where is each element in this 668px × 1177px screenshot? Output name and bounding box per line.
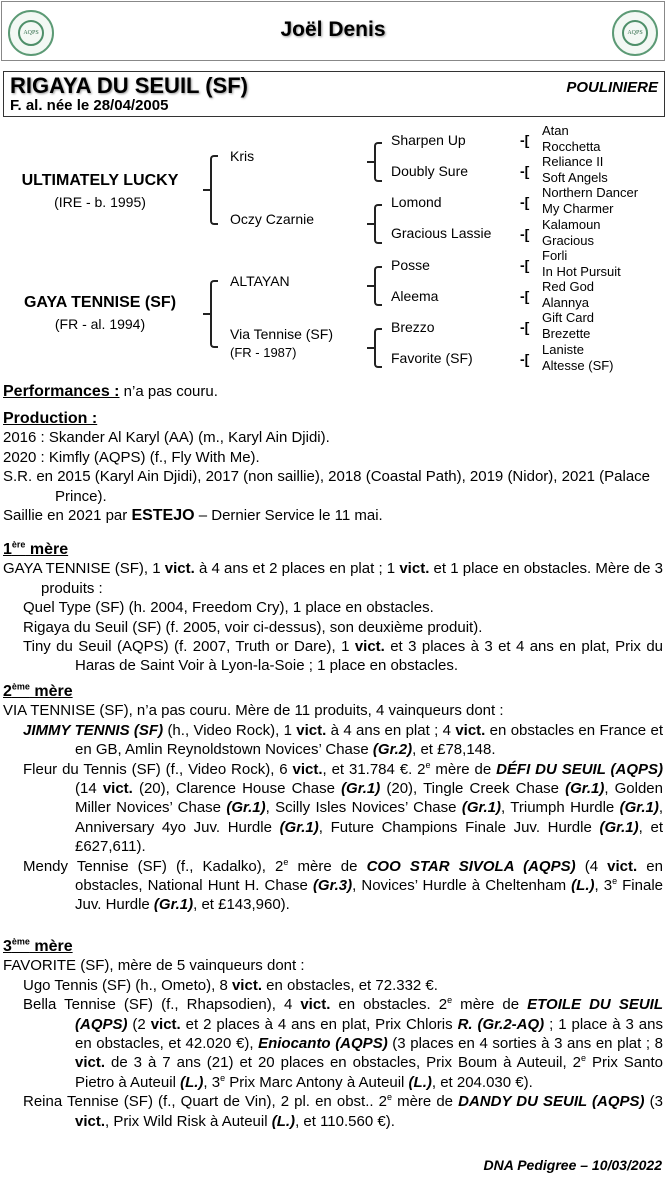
sire-info: (IRE - b. 1995) [54,194,146,210]
small-bracket-icon: -[ [520,257,530,273]
small-bracket-icon: -[ [520,319,530,335]
performances-text: n’a pas couru. [119,383,218,400]
dam-info: (FR - al. 1994) [54,316,146,332]
gen4-name: Northern Dancer [542,185,639,200]
performances-section [3,382,663,401]
gen4-name: My Charmer [542,201,614,216]
production-title: Production : [3,410,98,427]
gen2-name: Via Tennise (SF) [230,326,333,342]
bracket [210,155,218,225]
gen4-name: Kalamoun [542,217,601,232]
small-bracket-icon: -[ [520,132,530,148]
gen4-name: Red God [542,279,595,294]
bracket [210,280,218,348]
small-bracket-icon: -[ [520,226,530,242]
third-dam-title: 3ème mère [3,936,73,955]
produce-entry: Fleur du Tennis (SF) (f., Video Rock), 6 vict., et 31.784 €. 2e mère de DÉFI DU SEUIL (AQPS) (14 vict. (20), Clarence House Chase (Gr.1) (20), Tingle Creek Chase (Gr.1), Golden Miller Novices’ Chase (Gr.1), Scilly Isles Novices’ Chase (Gr.1), Triumph Hurdle (Gr.1), Anniversary 4yo Juv. Hurdle (Gr.1), Future Champions Finale Juv. Hurdle (Gr.1), et £627,611). [23,759,663,856]
small-bracket-icon: -[ [520,194,530,210]
produce-entry: Ugo Tennis (SF) (h., Ometo), 8 vict. en obstacles, et 72.332 €. [23,976,438,994]
bracket [374,328,382,368]
sire-name: ULTIMATELY LUCKY [21,172,179,189]
pedigree-chart [0,120,668,380]
gen3-name: Brezzo [391,319,435,335]
gen4-name: Atan [542,123,569,138]
produce-entry: Rigaya du Seuil (SF) (f. 2005, voir ci-dessus), son deuxième produit). [23,618,483,636]
gen3-name: Doubly Sure [391,163,469,179]
bracket-tick [367,161,375,163]
gen3-name: Lomond [391,194,442,210]
production-line: S.R. en 2015 (Karyl Ain Djidi), 2017 (non saillie), 2018 (Coastal Path), 2019 (Nidor), 2021 (Palace Prince). [3,468,651,505]
first-dam-title: 1ère mère [3,539,69,558]
bracket-tick [203,313,211,315]
logo-text: AQPS [622,20,648,46]
gen2-name: Oczy Czarnie [230,211,315,227]
gen4-name: Altesse (SF) [542,358,614,373]
gen4-name: In Hot Pursuit [542,264,621,279]
production-line: 2016 : Skander Al Karyl (AA) (m., Karyl Ain Djidi). [3,429,330,447]
produce-entry: Quel Type (SF) (h. 2004, Freedom Cry), 1 place en obstacles. [23,599,434,617]
production-line: 2020 : Kimfly (AQPS) (f., Fly With Me). [3,448,260,466]
gen4-name: Brezette [542,326,591,341]
horse-birth: F. al. née le 28/04/2005 [10,97,169,114]
bracket-tick [367,285,375,287]
footer-credit: DNA Pedigree – 10/03/2022 [483,1157,662,1173]
header-banner [1,1,665,61]
horse-name: RIGAYA DU SEUIL (SF) [10,73,248,98]
dam-name: GAYA TENNISE (SF) [23,294,177,311]
produce-entry: JIMMY TENNIS (SF) (h., Video Rock), 1 vict. à 4 ans en plat ; 4 vict. en obstacles en France et en GB, Amlin Reynoldstown Novices’ Chase (Gr.2), et £78,148. [23,721,663,759]
second-dam-summary: VIA TENNISE (SF), n’a pas couru. Mère de 11 produits, 4 vainqueurs dont : [3,702,504,720]
gen4-name: Rocchetta [542,139,601,154]
third-dam-section [3,937,663,1131]
second-dam-section [3,682,663,915]
bracket-tick [367,347,375,349]
bracket-tick [203,189,211,191]
logo-text: AQPS [18,20,44,46]
owner-name: Joël Denis [280,18,386,41]
bracket [374,204,382,244]
gen4-name: Gracious [542,233,595,248]
gen4-name: Forli [542,248,568,263]
production-section [3,409,663,525]
gen4-name: Alannya [542,295,589,310]
gen4-name: Soft Angels [542,170,608,185]
performances-title: Performances : [3,383,120,400]
gen3-name: Aleema [391,288,439,304]
third-dam-summary: FAVORITE (SF), mère de 5 vainqueurs dont : [3,957,305,975]
small-bracket-icon: -[ [520,351,530,367]
produce-entry: Mendy Tennise (SF) (f., Kadalko), 2e mère de COO STAR SIVOLA (AQPS) (4 vict. en obstacles, National Hunt H. Chase (Gr.3), Novices’ Hurdle à Cheltenham (L.), 3e Finale Juv. Hurdle (Gr.1), et £143,960). [23,856,663,914]
small-bracket-icon: -[ [520,163,530,179]
saillie-suffix: – Dernier Service le 11 mai. [194,507,383,525]
saillie-prefix: Saillie en 2021 par [3,507,132,525]
first-dam-section [3,540,663,676]
small-bracket-icon: -[ [520,288,530,304]
produce-entry: Bella Tennise (SF) (f., Rhapsodien), 4 vict. en obstacles. 2e mère de ETOILE DU SEUIL (AQPS) (2 vict. et 2 places à 4 ans en plat, Prix Chloris R. (Gr.2-AQ) ; 1 place à 3 ans en obstacles, et 42.020 €), Eniocanto (AQPS) (3 places en 4 sorties à 3 ans en plat ; 8 vict. de 3 à 7 ans (21) et 20 places en obstacles, Prix Boum à Auteuil, 2e Prix Santo Pietro à Auteuil (L.), 3e Prix Marc Antony à Auteuil (L.), et 204.030 €). [23,995,663,1091]
produce-entry: Tiny du Seuil (AQPS) (f. 2007, Truth or Dare), 1 vict. et 3 places à 3 et 4 ans en plat, Prix du Haras de Saint Voir à Lyon-la-Soie ; 1 place en obstacles. [23,638,664,675]
gen2-info: (FR - 1987) [230,345,297,360]
gen2-name: ALTAYAN [230,273,290,289]
gen4-name: Reliance II [542,154,604,169]
gen2-name: Kris [230,148,255,164]
horse-status: POULINIERE [566,79,658,96]
second-dam-title: 2ème mère [3,681,73,700]
first-dam-summary: GAYA TENNISE (SF), 1 vict. à 4 ans et 2 places en plat ; 1 vict. et 1 place en obstacles. Mère de 3 produits : [3,560,663,597]
gen3-name: Favorite (SF) [391,350,473,366]
bracket-tick [367,223,375,225]
bracket [374,142,382,182]
produce-entry: Reina Tennise (SF) (f., Quart de Vin), 2 pl. en obst.. 2e mère de DANDY DU SEUIL (AQPS) (3 vict., Prix Wild Risk à Auteuil (L.), et 110.560 €). [23,1092,663,1130]
gen3-name: Posse [391,257,430,273]
saillie-stallion: ESTEJO [131,507,195,525]
gen4-name: Gift Card [542,310,595,325]
saillie-line [3,506,663,525]
gen4-name: Laniste [542,342,584,357]
gen3-name: Gracious Lassie [391,225,492,241]
bracket [374,266,382,306]
aqps-logo-icon [612,10,658,56]
gen3-name: Sharpen Up [391,132,466,148]
horse-title-box [3,71,665,117]
